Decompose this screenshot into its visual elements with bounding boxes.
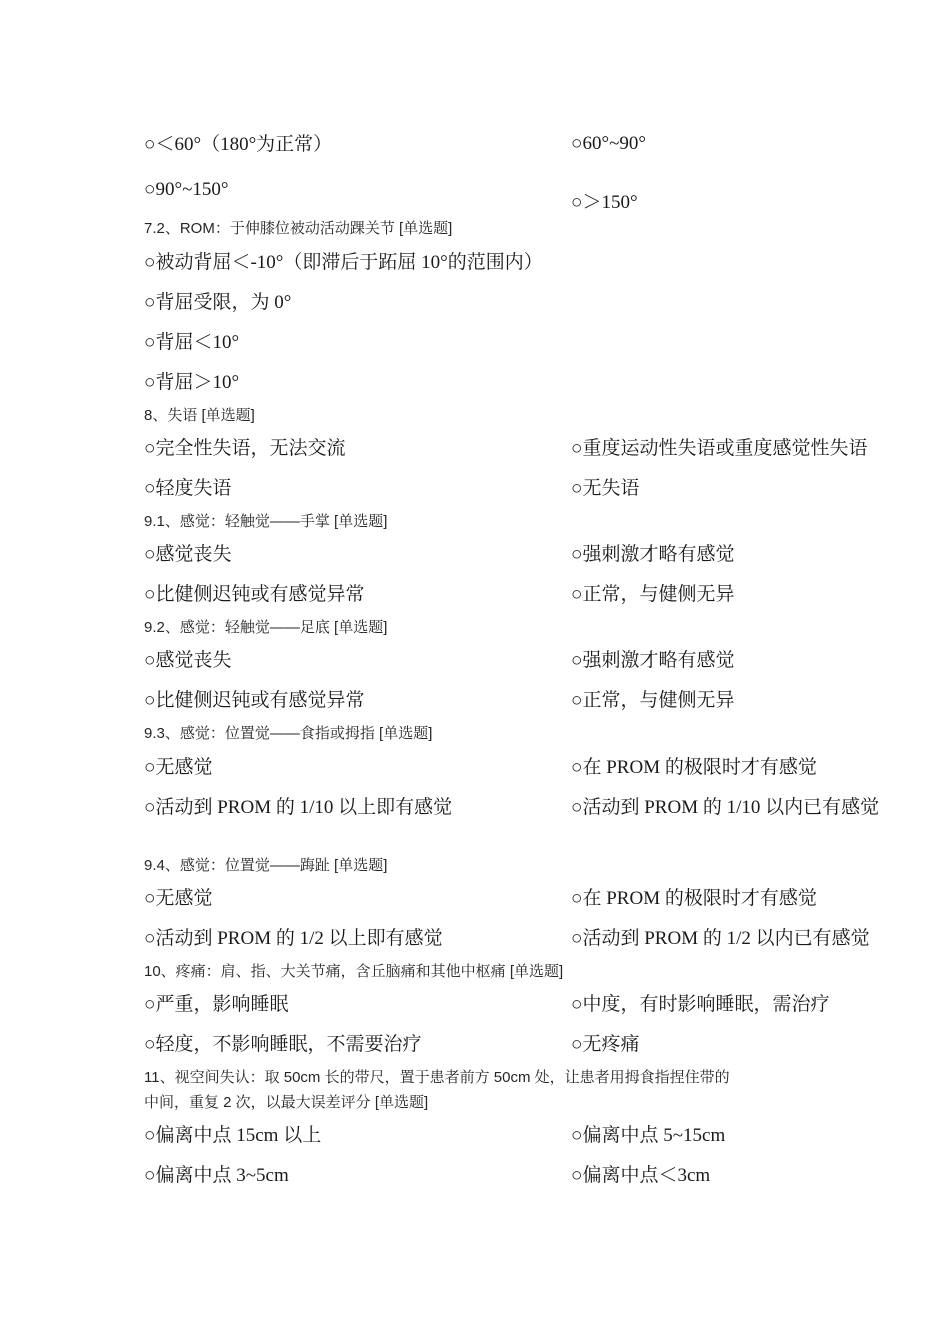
radio-circle-icon[interactable]: ○ bbox=[144, 757, 156, 778]
q91-option-1[interactable]: ○感觉丧失 bbox=[144, 542, 232, 568]
q94-option-4[interactable]: ○活动到 PROM 的 1/2 以内已有感觉 bbox=[571, 926, 870, 952]
q92-option-1[interactable]: ○感觉丧失 bbox=[144, 648, 232, 674]
radio-circle-icon[interactable]: ○ bbox=[144, 332, 156, 353]
radio-circle-icon[interactable]: ○ bbox=[144, 584, 156, 605]
radio-circle-icon[interactable]: ○ bbox=[144, 928, 156, 949]
radio-circle-icon[interactable]: ○ bbox=[571, 757, 583, 778]
q8-option-1[interactable]: ○完全性失语，无法交流 bbox=[144, 436, 346, 462]
q10-option-4[interactable]: ○无疼痛 bbox=[571, 1032, 640, 1058]
q11-option-3[interactable]: ○偏离中点 3~5cm bbox=[144, 1163, 289, 1189]
q10-option-2[interactable]: ○中度，有时影响睡眠，需治疗 bbox=[571, 992, 830, 1018]
radio-circle-icon[interactable]: ○ bbox=[571, 478, 583, 499]
radio-circle-icon[interactable]: ○ bbox=[144, 372, 156, 393]
q11-option-4[interactable]: ○偏离中点＜3cm bbox=[571, 1163, 710, 1189]
radio-circle-icon[interactable]: ○ bbox=[571, 690, 583, 711]
q91-option-4[interactable]: ○正常，与健侧无异 bbox=[571, 582, 735, 608]
radio-circle-icon[interactable]: ○ bbox=[571, 584, 583, 605]
radio-circle-icon[interactable]: ○ bbox=[571, 192, 583, 213]
radio-circle-icon[interactable]: ○ bbox=[144, 888, 156, 909]
q94-option-2[interactable]: ○在 PROM 的极限时才有感觉 bbox=[571, 886, 817, 912]
q8-option-4[interactable]: ○无失语 bbox=[571, 476, 640, 502]
radio-circle-icon[interactable]: ○ bbox=[571, 888, 583, 909]
q71-option-3[interactable]: ○90°~150° bbox=[144, 177, 228, 203]
radio-circle-icon[interactable]: ○ bbox=[144, 1034, 156, 1055]
q92-option-2[interactable]: ○强刺激才略有感觉 bbox=[571, 648, 735, 674]
radio-circle-icon[interactable]: ○ bbox=[571, 994, 583, 1015]
radio-circle-icon[interactable]: ○ bbox=[571, 1125, 583, 1146]
radio-circle-icon[interactable]: ○ bbox=[571, 133, 583, 154]
radio-circle-icon[interactable]: ○ bbox=[571, 797, 583, 818]
radio-circle-icon[interactable]: ○ bbox=[144, 1125, 156, 1146]
q72-option-1[interactable]: ○被动背屈＜-10°（即滞后于跖屈 10°的范围内） bbox=[144, 250, 543, 276]
q92-option-4[interactable]: ○正常，与健侧无异 bbox=[571, 688, 735, 714]
question-title-10: 10、疼痛：肩、指、大关节痛，含丘脑痛和其他中枢痛 [单选题] bbox=[144, 963, 564, 980]
q94-option-1[interactable]: ○无感觉 bbox=[144, 886, 213, 912]
radio-circle-icon[interactable]: ○ bbox=[144, 650, 156, 671]
q92-option-3[interactable]: ○比健侧迟钝或有感觉异常 bbox=[144, 688, 365, 714]
q72-option-2[interactable]: ○背屈受限，为 0° bbox=[144, 290, 291, 316]
radio-circle-icon[interactable]: ○ bbox=[144, 797, 156, 818]
q71-option-1[interactable]: ○＜60°（180°为正常） bbox=[144, 132, 332, 158]
radio-circle-icon[interactable]: ○ bbox=[144, 478, 156, 499]
radio-circle-icon[interactable]: ○ bbox=[571, 650, 583, 671]
radio-circle-icon[interactable]: ○ bbox=[144, 994, 156, 1015]
radio-circle-icon[interactable]: ○ bbox=[571, 1034, 583, 1055]
q11-option-1[interactable]: ○偏离中点 15cm 以上 bbox=[144, 1123, 321, 1149]
question-title-9-2: 9.2、感觉：轻触觉——足底 [单选题] bbox=[144, 619, 388, 636]
radio-circle-icon[interactable]: ○ bbox=[571, 438, 583, 459]
question-title-7-2: 7.2、ROM：于伸膝位被动活动踝关节 [单选题] bbox=[144, 220, 453, 237]
radio-circle-icon[interactable]: ○ bbox=[144, 179, 156, 200]
q93-option-1[interactable]: ○无感觉 bbox=[144, 755, 213, 781]
radio-circle-icon[interactable]: ○ bbox=[571, 544, 583, 565]
q93-option-4[interactable]: ○活动到 PROM 的 1/10 以内已有感觉 bbox=[571, 795, 879, 821]
radio-circle-icon[interactable]: ○ bbox=[144, 1165, 156, 1186]
radio-circle-icon[interactable]: ○ bbox=[571, 928, 583, 949]
q91-option-3[interactable]: ○比健侧迟钝或有感觉异常 bbox=[144, 582, 365, 608]
question-title-9-4: 9.4、感觉：位置觉——踇趾 [单选题] bbox=[144, 857, 388, 874]
question-title-9-1: 9.1、感觉：轻触觉——手掌 [单选题] bbox=[144, 513, 388, 530]
radio-circle-icon[interactable]: ○ bbox=[144, 134, 156, 155]
question-title-11-line2: 中间，重复 2 次，以最大误差评分 [单选题] bbox=[144, 1094, 429, 1111]
q93-option-2[interactable]: ○在 PROM 的极限时才有感觉 bbox=[571, 755, 817, 781]
q8-option-3[interactable]: ○轻度失语 bbox=[144, 476, 232, 502]
q72-option-3[interactable]: ○背屈＜10° bbox=[144, 330, 239, 356]
radio-circle-icon[interactable]: ○ bbox=[144, 438, 156, 459]
q93-option-3[interactable]: ○活动到 PROM 的 1/10 以上即有感觉 bbox=[144, 795, 452, 821]
radio-circle-icon[interactable]: ○ bbox=[144, 544, 156, 565]
q71-option-2[interactable]: ○60°~90° bbox=[571, 131, 646, 157]
radio-circle-icon[interactable]: ○ bbox=[144, 690, 156, 711]
radio-circle-icon[interactable]: ○ bbox=[571, 1165, 583, 1186]
q10-option-3[interactable]: ○轻度，不影响睡眠，不需要治疗 bbox=[144, 1032, 422, 1058]
q71-option-4[interactable]: ○＞150° bbox=[571, 190, 638, 216]
q11-option-2[interactable]: ○偏离中点 5~15cm bbox=[571, 1123, 725, 1149]
radio-circle-icon[interactable]: ○ bbox=[144, 292, 156, 313]
question-title-11-line1: 11、视空间失认：取 50cm 长的带尺，置于患者前方 50cm 处，让患者用拇食指捏住带的 bbox=[144, 1069, 730, 1086]
q91-option-2[interactable]: ○强刺激才略有感觉 bbox=[571, 542, 735, 568]
q8-option-2[interactable]: ○重度运动性失语或重度感觉性失语 bbox=[571, 436, 868, 462]
q10-option-1[interactable]: ○严重，影响睡眠 bbox=[144, 992, 289, 1018]
question-title-9-3: 9.3、感觉：位置觉——食指或拇指 [单选题] bbox=[144, 725, 433, 742]
question-title-8: 8、失语 [单选题] bbox=[144, 407, 255, 424]
q94-option-3[interactable]: ○活动到 PROM 的 1/2 以上即有感觉 bbox=[144, 926, 443, 952]
radio-circle-icon[interactable]: ○ bbox=[144, 252, 156, 273]
q72-option-4[interactable]: ○背屈＞10° bbox=[144, 370, 239, 396]
